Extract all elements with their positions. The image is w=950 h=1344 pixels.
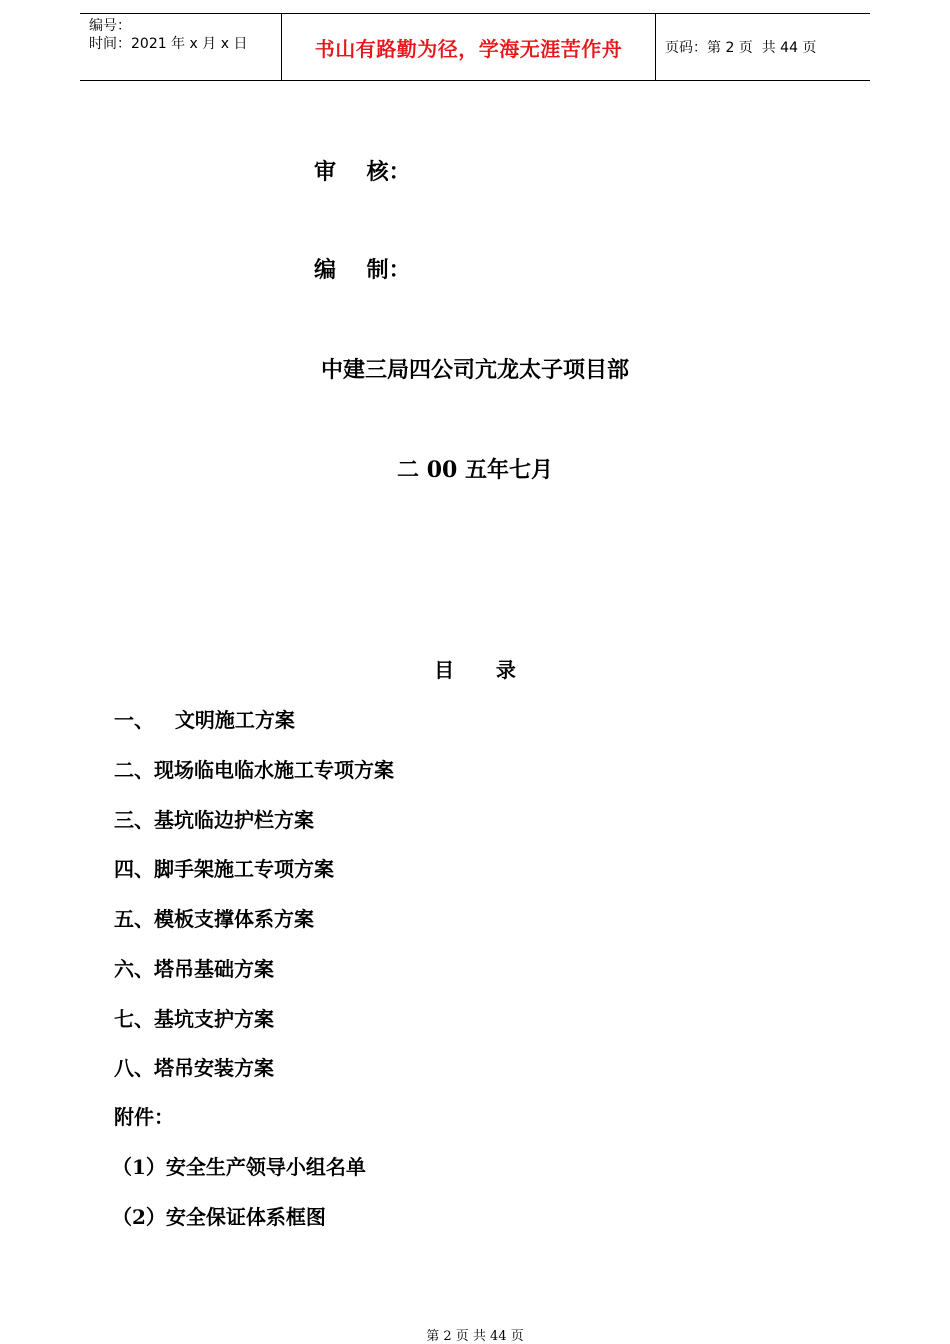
number-label: 编号： [89, 18, 131, 34]
compile-signature [314, 253, 411, 284]
compile-label: 编 制： [314, 257, 411, 283]
review-label: 审 核： [314, 159, 411, 185]
toc-item: 三、基坑临边护栏方案 [114, 808, 314, 832]
header-motto: 书山有路勤为径，学海无涯苦作舟 [282, 14, 656, 80]
document-date: 二 00 五年七月 [397, 457, 553, 483]
time-label: 时间：2021 年 x 月 x 日 [89, 36, 248, 52]
toc-item: 七、基坑支护方案 [114, 1007, 274, 1031]
toc-item: 二、现场临电临水施工专项方案 [114, 758, 394, 782]
footer-page-number: 第 2 页 共 44 页 [426, 1329, 524, 1344]
toc-appendix-item: （1）安全生产领导小组名单 [112, 1155, 366, 1179]
toc-item: 五、模板支撑体系方案 [114, 907, 314, 931]
toc-item: 四、脚手架施工专项方案 [114, 857, 334, 881]
toc-item: 六、塔吊基础方案 [114, 957, 274, 981]
toc-item: 八、塔吊安装方案 [114, 1056, 274, 1080]
organization-name: 中建三局四公司亢龙太子项目部 [320, 357, 629, 383]
page-header [80, 13, 870, 81]
header-meta [80, 14, 282, 80]
toc-title: 目 录 [434, 658, 516, 682]
header-page-info [656, 14, 870, 80]
page-info-text: 页码：第 2 页 共 44 页 [665, 40, 817, 56]
appendix-label: 附件： [114, 1105, 174, 1129]
toc-appendix-item: （2）安全保证体系框图 [112, 1205, 326, 1229]
page-footer [0, 1325, 950, 1344]
review-signature [314, 155, 411, 186]
toc-item: 一、 文明施工方案 [114, 708, 295, 732]
